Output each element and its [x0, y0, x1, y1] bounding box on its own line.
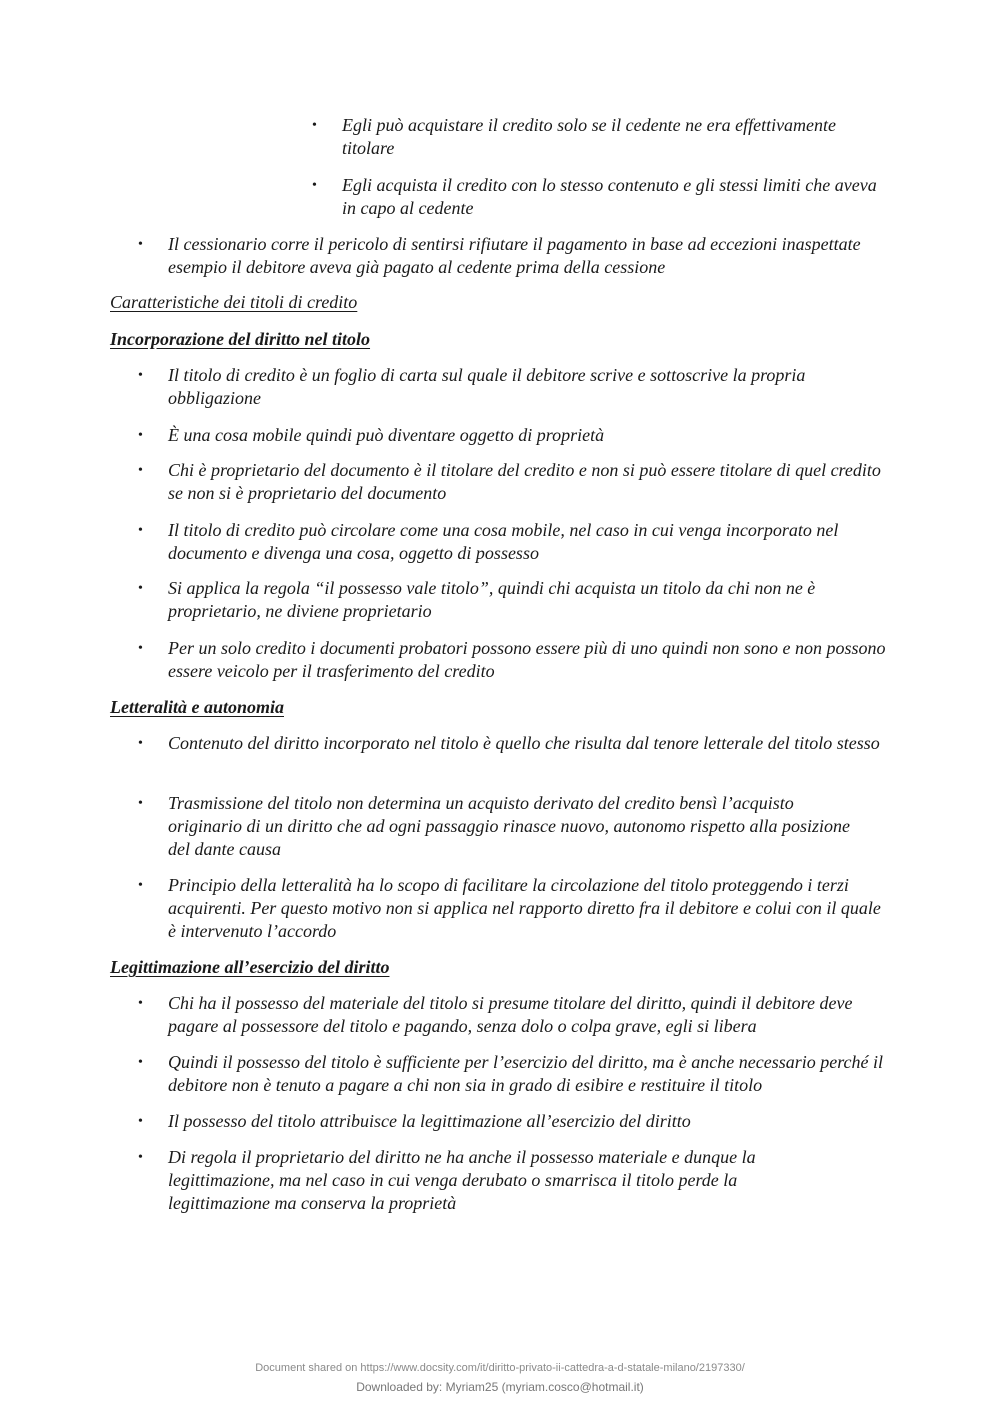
list-item: Il titolo di credito è un foglio di carta sul quale il debitore scrive e sottoscrive la propria obbligazione — [168, 365, 806, 408]
list-item: Egli può acquistare il credito solo se il cedente ne era effettivamente titolare — [342, 115, 837, 158]
bullet-icon: • — [138, 368, 143, 383]
bullet-icon: • — [138, 428, 143, 443]
footer-shared-link: Document shared on https://www.docsity.com/it/diritto-privato-ii-cattedra-a-d-statale-milano/2197330/ — [255, 1362, 745, 1374]
list-item: Il cessionario corre il pericolo di sentirsi rifiutare il pagamento in base ad eccezioni inaspettate esempio il debitore aveva già pagato al cedente prima della cessione — [168, 234, 861, 277]
section-heading: Legittimazione all’esercizio del diritto — [110, 957, 390, 977]
bullet-icon: • — [138, 736, 143, 751]
bullet-icon: • — [138, 796, 143, 811]
section-heading: Letteralità e autonomia — [110, 697, 284, 717]
list-item: Egli acquista il credito con lo stesso contenuto e gli stessi limiti che aveva in capo al cedente — [342, 175, 877, 218]
bullet-icon: • — [138, 1114, 143, 1129]
list-item: Contenuto del diritto incorporato nel titolo è quello che risulta dal tenore letterale del titolo stesso — [168, 733, 880, 753]
bullet-icon: • — [138, 581, 143, 596]
list-item: Di regola il proprietario del diritto ne ha anche il possesso materiale e dunque la legittimazione, ma nel caso in cui venga derubato o smarrisca il titolo perde la legittimazione ma conserva la proprietà — [168, 1147, 756, 1213]
list-item: Quindi il possesso del titolo è sufficiente per l’esercizio del diritto, ma è anche necessario perché il debitore non è tenuto a pagare a chi non sia in grado di esibire e restituire il titolo — [168, 1052, 884, 1095]
list-item: Per un solo credito i documenti probatori possono essere più di uno quindi non sono e non possono essere veicolo per il trasferimento del credito — [168, 638, 886, 681]
bullet-icon: • — [138, 1150, 143, 1165]
list-item: Si applica la regola “il possesso vale titolo”, quindi chi acquista un titolo da chi non ne è proprietario, ne diviene proprietario — [168, 578, 816, 621]
list-item: Trasmissione del titolo non determina un acquisto derivato del credito bensì l’acquisto originario di un diritto che ad ogni passaggio rinasce nuovo, autonomo rispetto alla posizione del dante causa — [168, 793, 850, 859]
bullet-icon: • — [138, 1055, 143, 1070]
bullet-icon: • — [312, 178, 317, 193]
bullet-icon: • — [138, 237, 143, 252]
list-item: Chi ha il possesso del materiale del titolo si presume titolare del diritto, quindi il debitore deve pagare al possessore del titolo e pagando, senza dolo o colpa grave, egli si libera — [168, 993, 853, 1036]
bullet-icon: • — [138, 878, 143, 893]
list-item: Chi è proprietario del documento è il titolare del credito e non si può essere titolare di quel credito se non si è proprietario del documento — [168, 460, 881, 503]
list-item: Principio della letteralità ha lo scopo di facilitare la circolazione del titolo proteggendo i terzi acquirenti. Per questo motivo non si applica nel rapporto diretto fra il debitore e colui con il quale è intervenuto l’accordo — [168, 875, 881, 941]
section-heading: Incorporazione del diritto nel titolo — [110, 329, 371, 349]
bullet-icon: • — [138, 463, 143, 478]
bullet-icon: • — [138, 996, 143, 1011]
bullet-icon: • — [138, 641, 143, 656]
bullet-icon: • — [312, 118, 317, 133]
list-item: Il possesso del titolo attribuisce la legittimazione all’esercizio del diritto — [168, 1111, 691, 1131]
bullet-icon: • — [138, 523, 143, 538]
list-item: Il titolo di credito può circolare come una cosa mobile, nel caso in cui venga incorporato nel documento e divenga una cosa, oggetto di possesso — [168, 520, 839, 563]
footer-downloaded-by: Downloaded by: Myriam25 (myriam.cosco@hotmail.it) — [356, 1380, 644, 1394]
list-item: È una cosa mobile quindi può diventare oggetto di proprietà — [168, 425, 605, 445]
section-title: Caratteristiche dei titoli di credito — [110, 292, 358, 312]
